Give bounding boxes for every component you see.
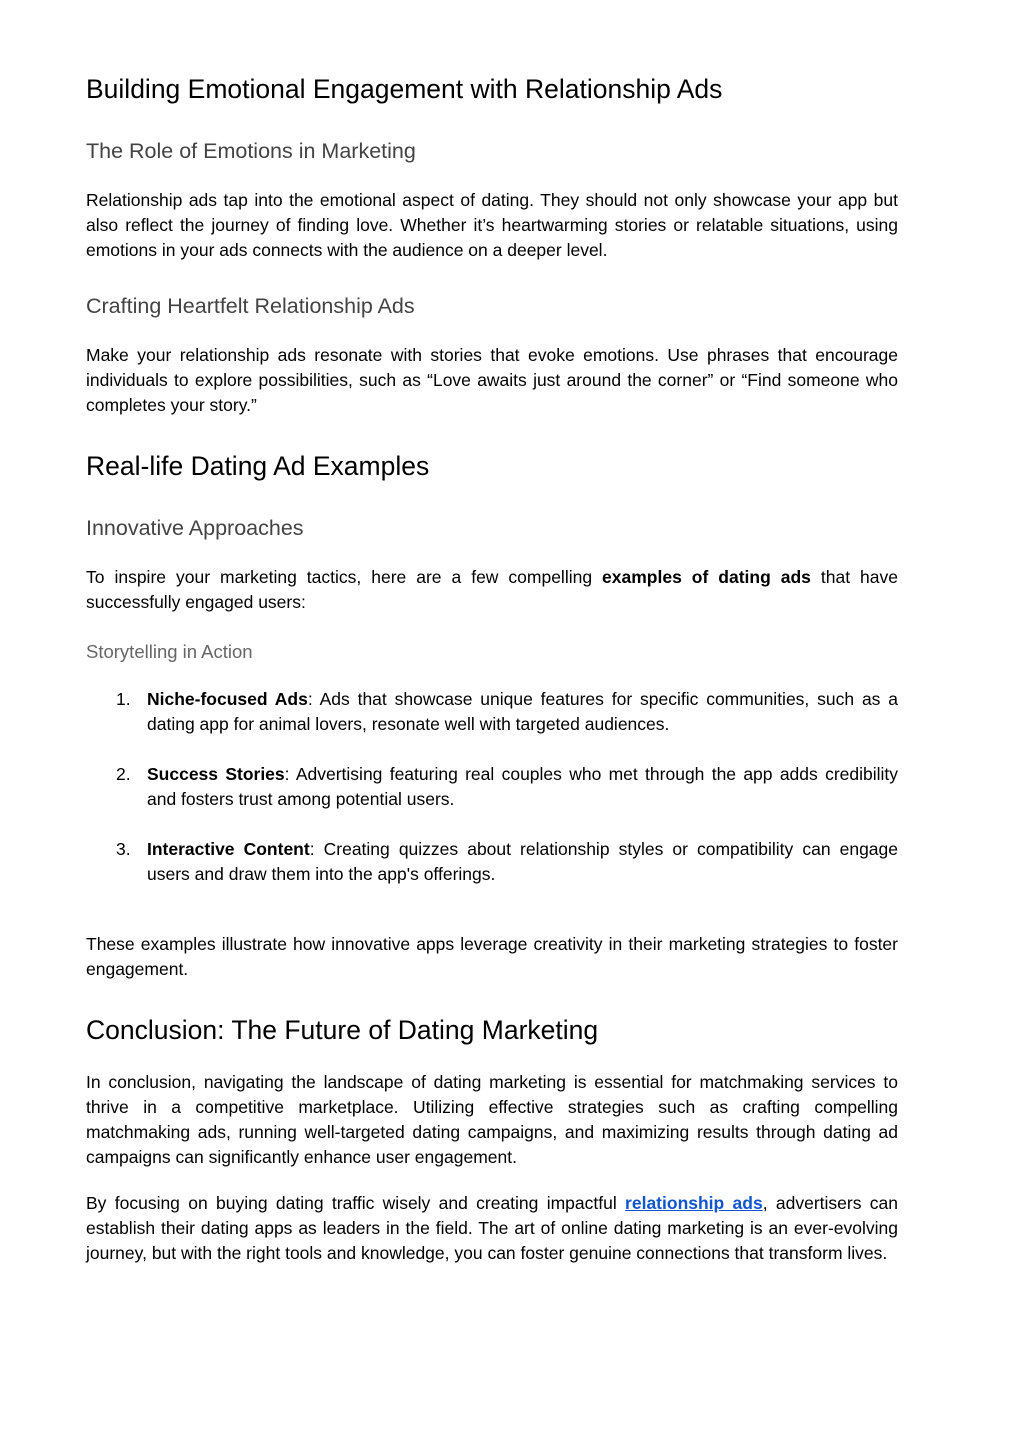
paragraph-conclusion: In conclusion, navigating the landscape of dating marketing is essential for matchmaking services to thrive in a competitive marketplace. Utilizing effective strategies such as crafting compelling matchmaking ads, running well-targeted dating campaigns, and maximizing results through dating ad campaigns can significantly enhance user engagement. (86, 1072, 898, 1167)
list-item-number: 1. (116, 689, 131, 709)
focus-text-start: By focusing on buying dating traffic wisely and creating impactful (86, 1193, 626, 1213)
list-item (86, 687, 898, 737)
paragraph-role-of-emotions: Relationship ads tap into the emotional aspect of dating. They should not only showcase your app but also reflect the journey of finding love. Whether it’s heartwarming stories or relatable situations, using emotions in your ads connects with the audience on a deeper level. (86, 190, 898, 260)
list-item-text: : Advertising featuring real couples who met through the app adds credibility and fosters trust among potential users. (147, 764, 899, 809)
heading-conclusion: Conclusion: The Future of Dating Marketing (86, 1015, 599, 1045)
heading-role-of-emotions: The Role of Emotions in Marketing (86, 139, 416, 163)
heading-dating-ad-examples: Real-life Dating Ad Examples (86, 451, 430, 481)
heading-emotional-engagement: Building Emotional Engagement with Relationship Ads (86, 74, 723, 104)
list-item-number: 3. (116, 839, 131, 859)
paragraph-focus (86, 1191, 898, 1266)
examples-list (86, 687, 898, 887)
inspire-text-end: that have successfully engaged users: (86, 567, 898, 612)
list-item-term: Niche-focused Ads (147, 689, 308, 709)
relationship-ads-link[interactable]: relationship ads (625, 1193, 763, 1213)
heading-innovative-approaches: Innovative Approaches (86, 516, 304, 540)
heading-crafting-ads: Crafting Heartfelt Relationship Ads (86, 294, 415, 318)
paragraph-crafting-ads: Make your relationship ads resonate with stories that evoke emotions. Use phrases that encourage individuals to explore possibilities, such as “Love awaits just around the corner” or “Find someone who completes your story.” (86, 345, 898, 415)
paragraph-inspire (86, 565, 898, 615)
list-item (86, 837, 898, 887)
list-item-number: 2. (116, 764, 131, 784)
list-item (86, 762, 898, 812)
list-item-text: : Creating quizzes about relationship styles or compatibility can engage users and draw them into the app's offerings. (147, 839, 899, 884)
inspire-bold-phrase: examples of dating ads (602, 567, 811, 587)
heading-storytelling-in-action: Storytelling in Action (86, 641, 253, 662)
list-item-term: Interactive Content (147, 839, 310, 859)
focus-text-end: , advertisers can establish their dating apps as leaders in the field. The art of online dating marketing is an ever-evolving journey, but with the right tools and knowledge, you can foster genuine connections that transform lives. (86, 1193, 898, 1263)
paragraph-examples-illustrate: These examples illustrate how innovative apps leverage creativity in their marketing strategies to foster engagement. (86, 934, 898, 979)
inspire-text-start: To inspire your marketing tactics, here are a few compelling (86, 567, 603, 587)
list-item-term: Success Stories (147, 764, 285, 784)
list-item-text: : Ads that showcase unique features for specific communities, such as a dating app for animal lovers, resonate well with targeted audiences. (147, 689, 898, 734)
